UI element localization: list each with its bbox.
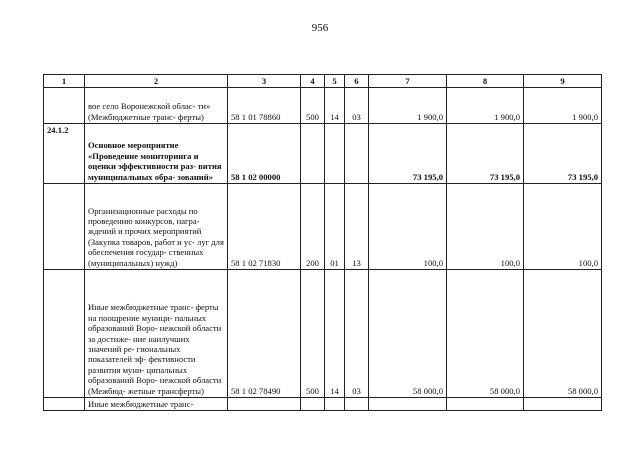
column-header: 2 [85,75,228,88]
column-header: 8 [447,75,524,88]
row-code: 58 1 02 78490 [228,270,301,398]
table-row [44,270,602,398]
row-c5: 01 [325,184,345,270]
table-row [44,398,602,411]
row-c4: 200 [301,184,325,270]
budget-table [43,74,602,411]
table-row [44,88,602,124]
row-value-8: 100,0 [447,184,524,270]
column-header: 9 [524,75,602,88]
row-value-9: 73 195,0 [524,124,602,184]
row-value-9: 58 000,0 [524,270,602,398]
row-name: Иные межбюджетные транс- ферты на поощрение муници- пальных образований Воро- нежской области за достиже- ние наилучших значений ре- гиональных показателей эф- фективности развития муни- ципальных образований Воро- нежской области (Межбюд- жетные трансферты) [85,270,228,398]
row-value-9: 100,0 [524,184,602,270]
row-c4: 500 [301,88,325,124]
row-name: Иные межбюджетные транс- [85,398,228,411]
row-c4: 500 [301,270,325,398]
row-c4 [301,124,325,184]
row-c5: 14 [325,88,345,124]
row-value-7: 100,0 [369,184,447,270]
row-value-7: 1 900,0 [369,88,447,124]
row-value-8 [447,398,524,411]
column-header: 3 [228,75,301,88]
row-c6 [345,398,369,411]
table-row [44,124,602,184]
row-code: 58 1 01 78860 [228,88,301,124]
row-value-7 [369,398,447,411]
row-c5 [325,124,345,184]
row-value-9: 1 900,0 [524,88,602,124]
row-value-7: 58 000,0 [369,270,447,398]
row-name: Организационные расходы по проведению конкурсов, награ- ждений и прочих мероприятий (Закупка товаров, работ и ус- луг для обеспечения государ- ственных (муниципальных) нужд) [85,184,228,270]
row-value-8: 58 000,0 [447,270,524,398]
row-c4 [301,398,325,411]
column-header: 4 [301,75,325,88]
row-c6: 03 [345,88,369,124]
row-code: 58 1 02 71830 [228,184,301,270]
row-code: 58 1 02 00000 [228,124,301,184]
table-row [44,184,602,270]
row-c6: 13 [345,184,369,270]
column-header: 5 [325,75,345,88]
column-header: 7 [369,75,447,88]
row-number: 24.1.2 [44,124,85,184]
row-code [228,398,301,411]
row-number [44,184,85,270]
row-value-7: 73 195,0 [369,124,447,184]
row-c6: 03 [345,270,369,398]
row-name: вое село Воронежской облас- ти» (Межбюджетные транс- ферты) [85,88,228,124]
row-c5 [325,398,345,411]
table-header-row [44,75,602,88]
row-value-8: 73 195,0 [447,124,524,184]
row-c5: 14 [325,270,345,398]
page-number: 956 [311,22,329,34]
row-number [44,88,85,124]
row-value-9 [524,398,602,411]
column-header: 1 [44,75,85,88]
row-number [44,398,85,411]
row-c6 [345,124,369,184]
row-name: Основное мероприятие «Проведение мониторинга и оценки эффективности раз- вития муниципальных обра- зований» [85,124,228,184]
row-number [44,270,85,398]
column-header: 6 [345,75,369,88]
row-value-8: 1 900,0 [447,88,524,124]
